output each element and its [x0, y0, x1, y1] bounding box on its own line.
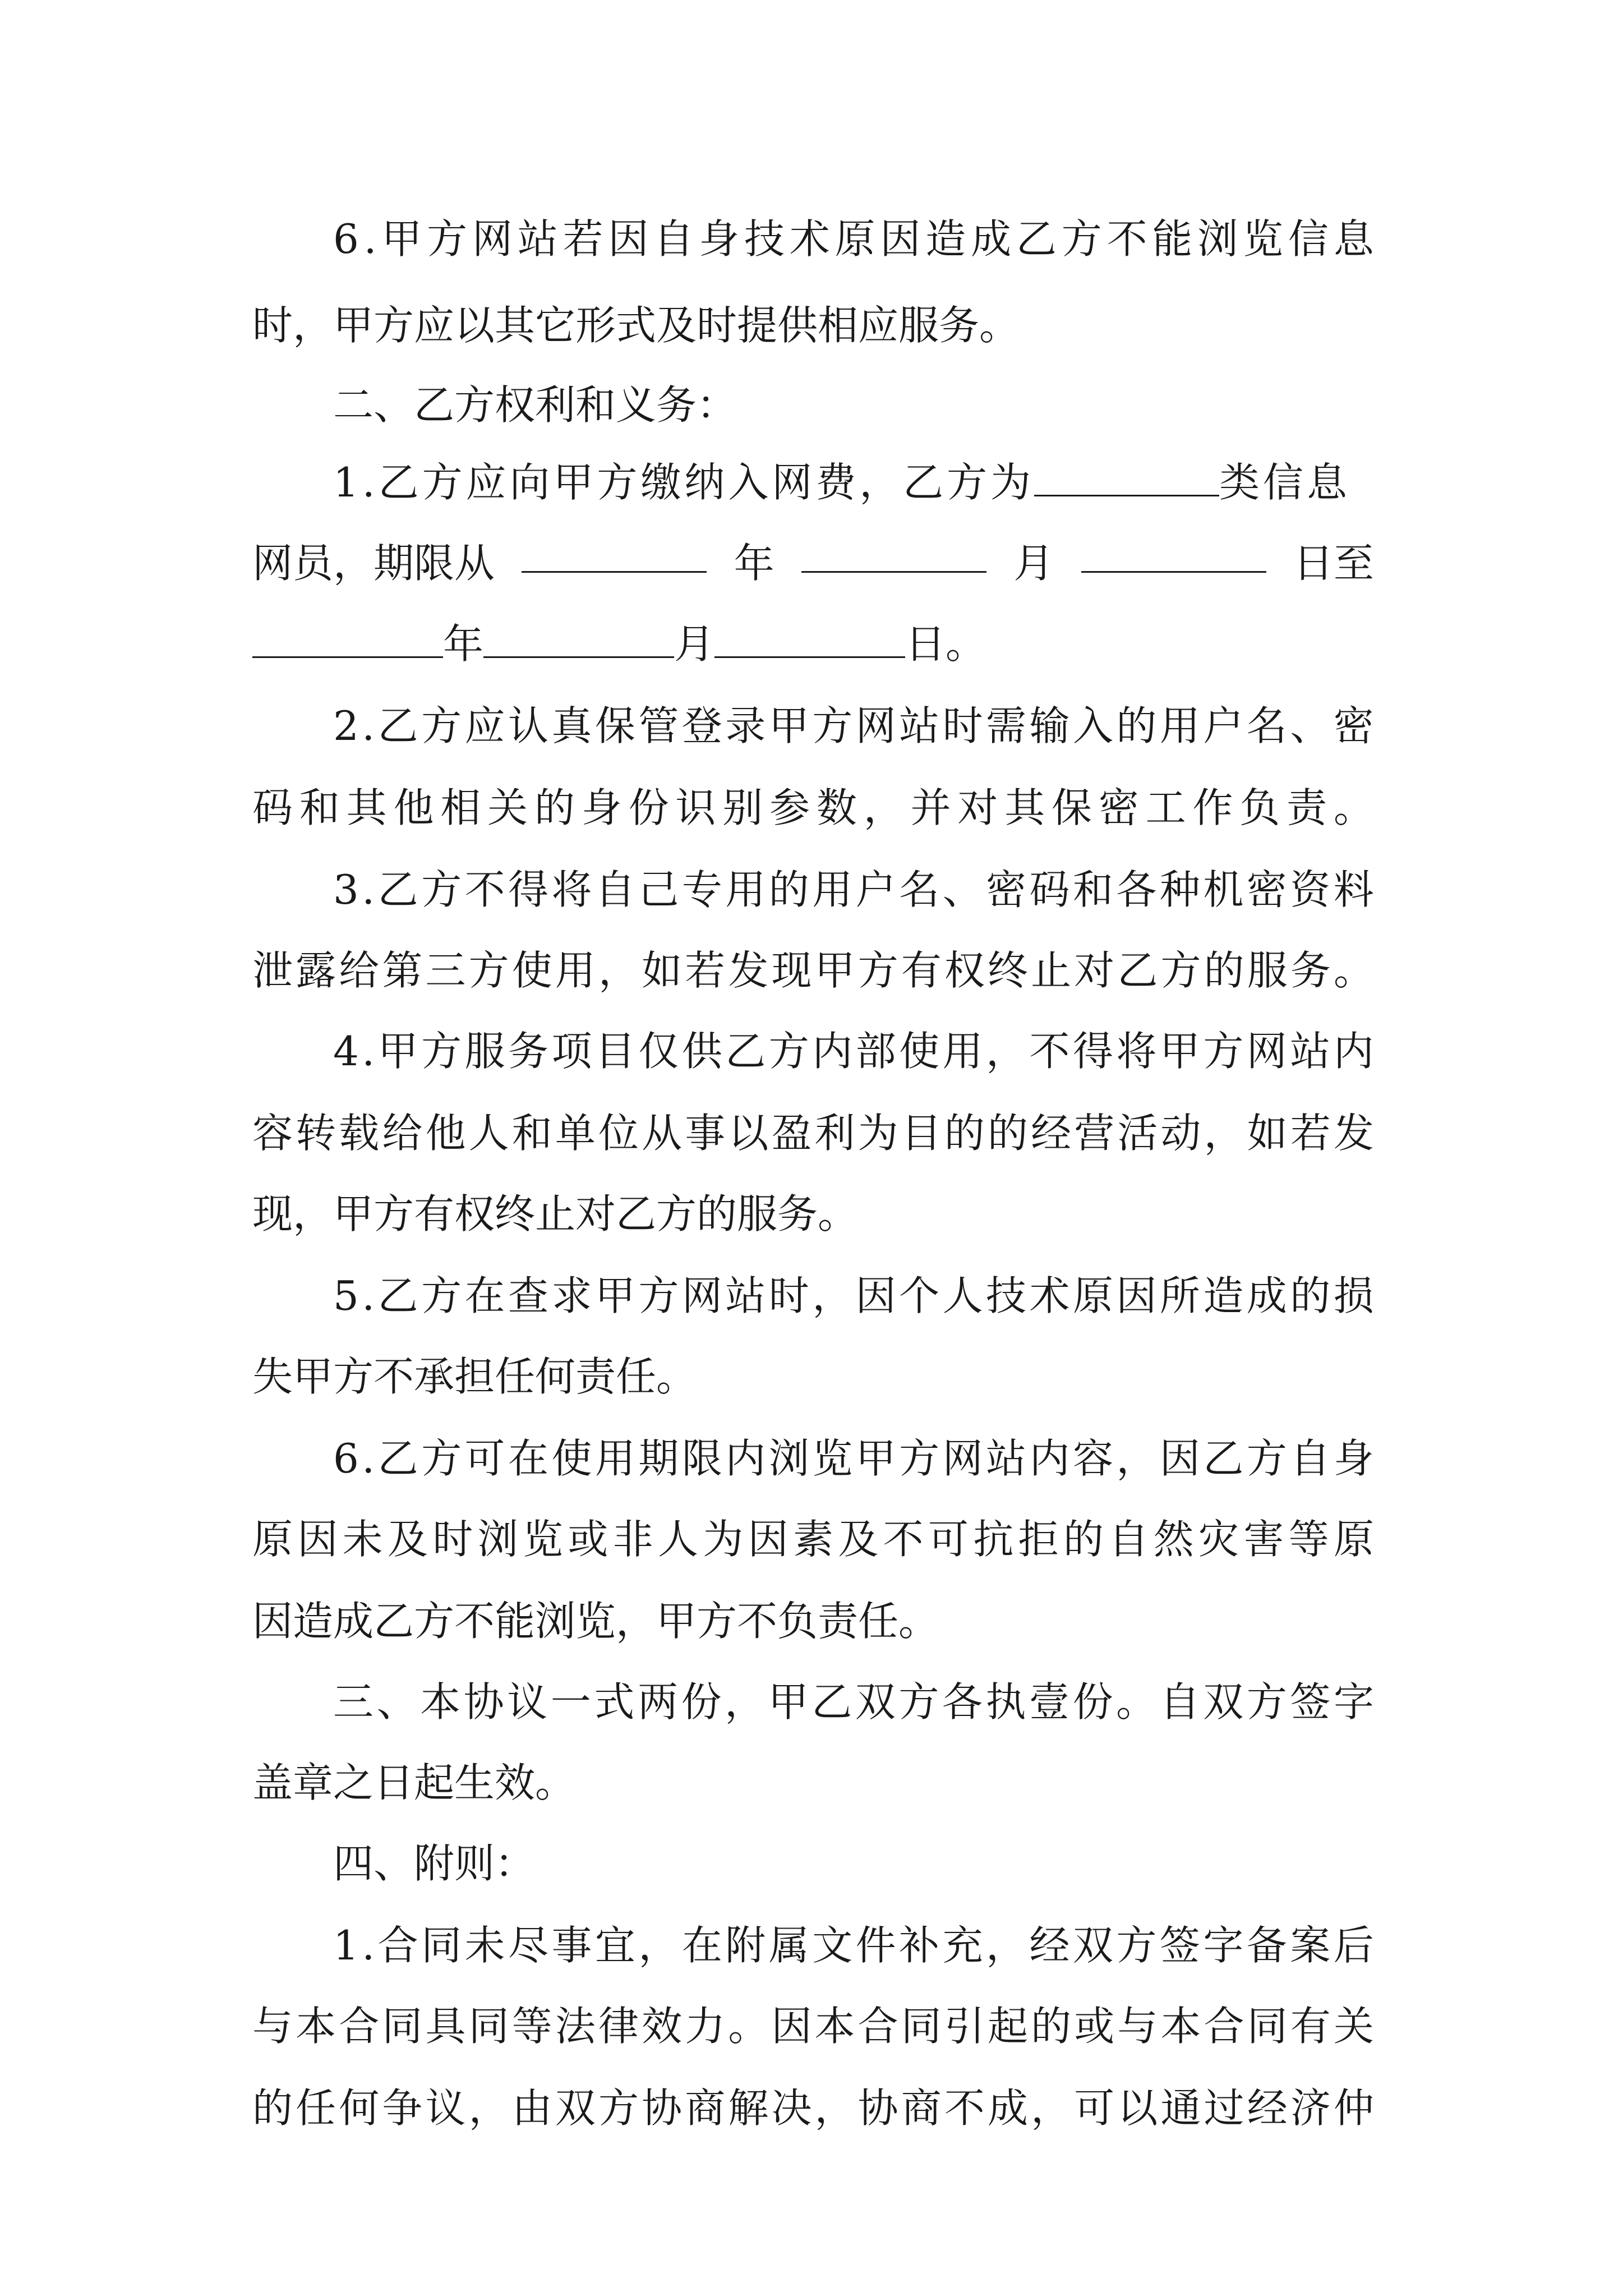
fill-in-blank [714, 622, 905, 658]
paragraph-line: 盖章之日起生效。 [252, 1759, 576, 1806]
fill-in-blank [1034, 460, 1219, 496]
paragraph-line-with-blank [333, 455, 1350, 509]
paragraph-line: 时，甲方应以其它形式及时提供相应服务。 [252, 302, 1020, 349]
paragraph-line: 泄露给第三方使用，如若发现甲方有权终止对乙方的服务。 [252, 947, 1377, 994]
paragraph-line: 容转载给他人和单位从事以盈利为目的的经营活动，如若发 [252, 1110, 1377, 1157]
paragraph-line-with-blanks [252, 536, 1374, 590]
fill-in-blank [522, 536, 707, 573]
text-segment: 年 [443, 620, 484, 668]
fill-in-blank [252, 622, 443, 658]
paragraph-line: 6.乙方可在使用期限内浏览甲方网站内容，因乙方自身 [333, 1435, 1377, 1482]
section-heading: 四、附则： [333, 1840, 536, 1887]
paragraph-line: 6.甲方网站若因自身技术原因造成乙方不能浏览信息 [333, 215, 1379, 263]
paragraph-line: 三、本协议一式两份，甲乙双方各执壹份。自双方签字 [333, 1678, 1377, 1726]
paragraph-line: 现，甲方有权终止对乙方的服务。 [252, 1190, 859, 1237]
paragraph-line: 原因未及时浏览或非人为因素及不可抗拒的自然灾害等原 [252, 1516, 1379, 1563]
paragraph-line: 码和其他相关的身份识别参数，并对其保密工作负责。 [252, 784, 1381, 831]
paragraph-line: 失甲方不承担任何责任。 [252, 1353, 697, 1400]
paragraph-line: 4.甲方服务项目仅供乙方内部使用，不得将甲方网站内 [333, 1028, 1377, 1075]
text-segment: 1.乙方应向甲方缴纳入网费，乙方为 [333, 459, 1035, 506]
text-segment: 月 [1013, 540, 1054, 587]
paragraph-line: 的任何争议，由双方协商解决，协商不成，可以通过经济仲 [252, 2085, 1377, 2132]
text-segment: 年 [734, 540, 774, 587]
text-segment: 日至 [1293, 540, 1374, 587]
text-segment: 网员，期限从 [252, 540, 495, 587]
paragraph-line: 1.合同未尽事宜，在附属文件补充，经双方签字备案后 [333, 1922, 1377, 1969]
fill-in-blank [1081, 536, 1266, 573]
paragraph-line: 5.乙方在查求甲方网站时，因个人技术原因所造成的损 [333, 1272, 1377, 1319]
paragraph-line: 3.乙方不得将自己专用的用户名、密码和各种机密资料 [333, 866, 1377, 913]
fill-in-blank [483, 622, 674, 658]
paragraph-line: 与本合同具同等法律效力。因本合同引起的或与本合同有关 [252, 2003, 1377, 2050]
fill-in-blank [801, 536, 986, 573]
section-heading: 二、乙方权利和义务： [333, 381, 737, 429]
text-segment: 类信息 [1219, 459, 1350, 506]
paragraph-line: 2.乙方应认真保管登录甲方网站时需输入的用户名、密 [333, 702, 1377, 749]
paragraph-line-with-blanks [252, 617, 986, 671]
text-segment: 月 [674, 620, 715, 668]
paragraph-line: 因造成乙方不能浏览，甲方不负责任。 [252, 1598, 939, 1645]
text-segment: 日。 [905, 620, 986, 668]
